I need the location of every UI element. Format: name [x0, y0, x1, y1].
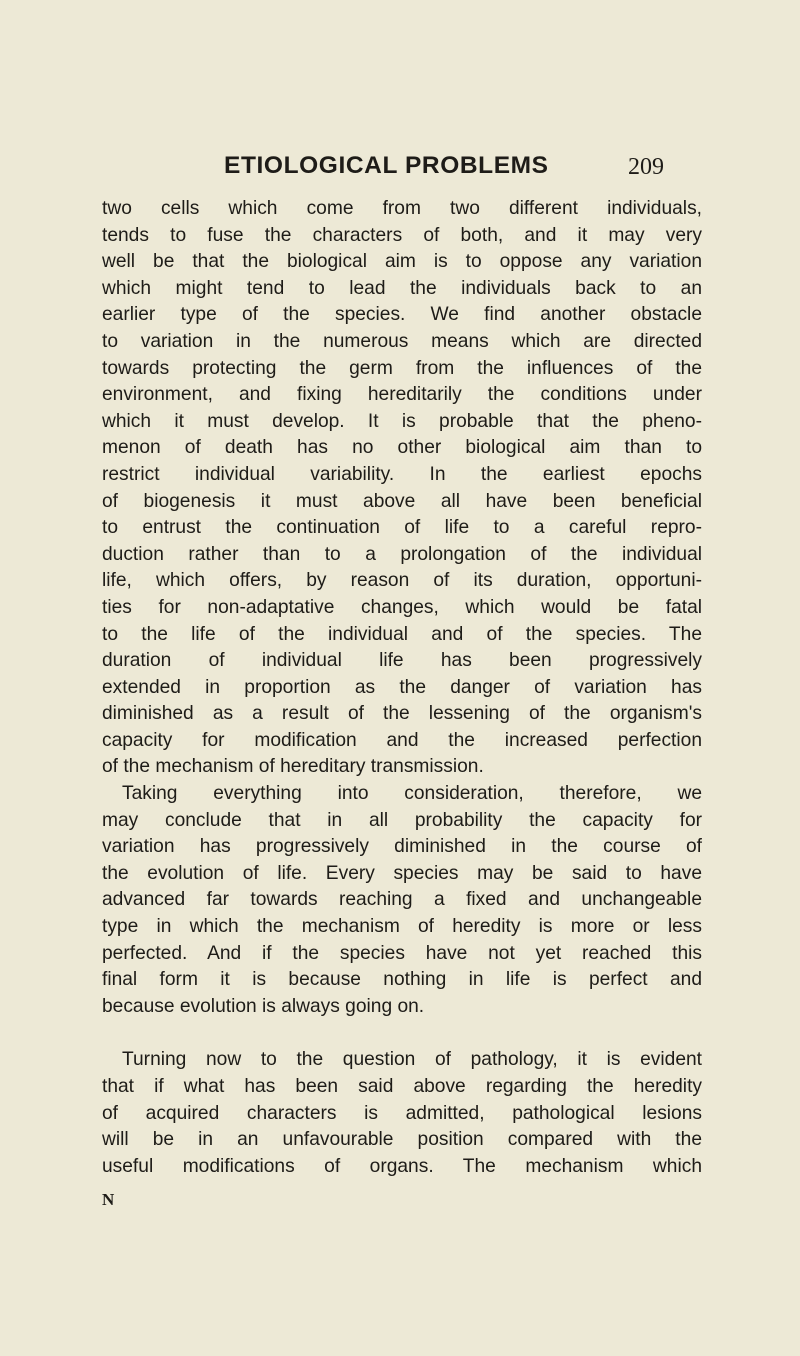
text-line: will be in an unfavourable position compared with the	[102, 1129, 702, 1151]
text-line: menon of death has no other biological aim than to	[102, 437, 702, 459]
text-line: useful modifications of organs. The mechanism which	[102, 1155, 702, 1177]
text-line: that if what has been said above regarding the heredity	[102, 1076, 702, 1097]
page-number: 209	[628, 154, 664, 180]
body-text	[102, 196, 702, 1180]
text-line: which it must develop. It is probable that the pheno-	[102, 410, 702, 432]
text-line: of the mechanism of hereditary transmission.	[102, 756, 484, 778]
text-line: may conclude that in all probability the capacity for	[102, 809, 702, 831]
paragraph-gap	[102, 1020, 702, 1047]
text-line: capacity for modification and the increased perfection	[102, 729, 702, 751]
text-line: variation has progressively diminished in the course of	[102, 836, 702, 858]
text-line: well be that the biological aim is to oppose any variation	[102, 251, 702, 273]
text-line: to variation in the numerous means which are directed	[102, 330, 702, 352]
text-line: diminished as a result of the lessening of the organism's	[102, 703, 702, 725]
text-line: because evolution is always going on.	[102, 995, 425, 1017]
text-line: ties for non-adaptative changes, which would be fatal	[102, 596, 702, 618]
text-line: two cells which come from two different individuals,	[102, 198, 702, 219]
text-line: which might tend to lead the individuals back to an	[102, 277, 702, 299]
page-header	[0, 150, 800, 190]
text-line: advanced far towards reaching a fixed and unchangeable	[102, 889, 702, 911]
text-line: tends to fuse the characters of both, and it may very	[102, 224, 702, 246]
text-line: Taking everything into consideration, therefore, we	[122, 783, 702, 805]
text-line: to the life of the individual and of the species. The	[102, 623, 702, 645]
text-line: extended in proportion as the danger of variation has	[102, 676, 702, 698]
text-line: the evolution of life. Every species may be said to have	[102, 862, 702, 884]
text-line: Turning now to the question of pathology, it is evident	[122, 1049, 702, 1071]
text-line: final form it is because nothing in life is perfect and	[102, 969, 702, 991]
text-line: environment, and fixing hereditarily the conditions under	[102, 384, 702, 406]
text-line: life, which offers, by reason of its duration, opportuni-	[102, 570, 702, 592]
text-line: perfected. And if the species have not yet reached this	[102, 942, 702, 964]
text-line: duction rather than to a prolongation of the individual	[102, 543, 702, 565]
text-line: to entrust the continuation of life to a careful repro-	[102, 517, 702, 539]
text-line: restrict individual variability. In the earliest epochs	[102, 463, 702, 485]
running-title: ETIOLOGICAL PROBLEMS	[224, 152, 549, 179]
text-line: earlier type of the species. We find another obstacle	[102, 304, 702, 326]
text-line: towards protecting the germ from the influences of the	[102, 357, 702, 379]
signature-mark: N	[102, 1190, 115, 1209]
text-line: duration of individual life has been progressively	[102, 650, 702, 672]
text-line: of biogenesis it must above all have been beneficial	[102, 490, 702, 512]
text-line: type in which the mechanism of heredity is more or less	[102, 916, 702, 938]
text-line: of acquired characters is admitted, pathological lesions	[102, 1102, 702, 1124]
